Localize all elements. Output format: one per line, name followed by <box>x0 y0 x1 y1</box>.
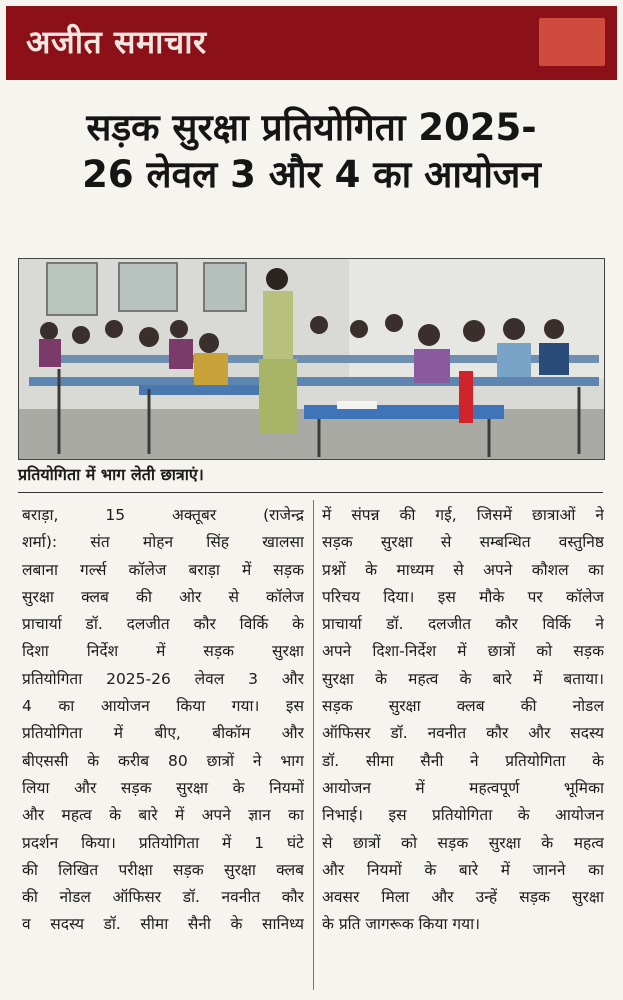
text-line: अपने दिशा-निर्देश में छात्रों को सड़क <box>322 642 604 661</box>
headline-line-2: 26 लेवल 3 और 4 का आयोजन <box>82 153 541 196</box>
text-line: और महत्व के बारे में अपने ज्ञान का <box>22 806 304 825</box>
text-line: सड़क सुरक्षा क्लब की नोडल <box>322 697 604 716</box>
article-column-right <box>322 502 604 939</box>
text-line: सुरक्षा क्लब की ओर से कॉलेज <box>22 587 304 606</box>
text-line: शर्मा): संत मोहन सिंह खालसा <box>22 533 304 552</box>
text-line: व सदस्य डॉ. सीमा सैनी के सानिध्य <box>22 915 304 934</box>
text-line: सड़क सुरक्षा से सम्बन्धित वस्तुनिष्ठ <box>322 533 604 552</box>
text-line: सुरक्षा के महत्व के बारे में बताया। <box>322 669 604 688</box>
text-line: प्रदर्शन किया। प्रतियोगिता में 1 घंटे <box>22 833 304 852</box>
masthead-accent-box <box>539 18 605 66</box>
text-line: की नोडल ऑफिसर डॉ. नवनीत कौर <box>22 888 304 907</box>
text-line: प्रतियोगिता में बीए, बीकॉम और <box>22 724 304 743</box>
photo-caption: प्रतियोगिता में भाग लेती छात्राएं। <box>18 465 204 484</box>
text-line: आयोजन में महत्वपूर्ण भूमिका <box>322 778 604 797</box>
text-line: निभाई। इस प्रतियोगिता के आयोजन <box>322 806 604 825</box>
text-line: ऑफिसर डॉ. नवनीत कौर और सदस्य <box>322 724 604 743</box>
text-line: 4 का आयोजन किया गया। इस <box>22 697 304 716</box>
column-divider <box>313 500 314 990</box>
text-line: की लिखित परीक्षा सड़क सुरक्षा क्लब <box>22 860 304 879</box>
article-column-left <box>22 502 304 939</box>
text-line: से छात्रों को सड़क सुरक्षा के महत्व <box>322 833 604 852</box>
headline-line-1: सड़क सुरक्षा प्रतियोगिता 2025- <box>86 106 537 149</box>
text-line: अवसर मिला और उन्हें सड़क सुरक्षा <box>322 888 604 907</box>
text-line: प्रश्नों के माध्यम से अपने कौशल का <box>322 560 604 579</box>
text-line: और नियमों के बारे में जानने का <box>322 860 604 879</box>
text-line: दिशा निर्देश में सड़क सुरक्षा <box>22 642 304 661</box>
newspaper-name: अजीत समाचार <box>26 23 207 61</box>
text-line: प्राचार्या डॉ. दलजीत कौर विर्कि के <box>22 615 304 634</box>
text-line: प्रतियोगिता 2025-26 लेवल 3 और <box>22 669 304 688</box>
text-line: प्राचार्या डॉ. दलजीत कौर विर्कि ने <box>322 615 604 634</box>
text-line: बीएससी के करीब 80 छात्रों ने भाग <box>22 751 304 770</box>
text-line: डॉ. सीमा सैनी ने प्रतियोगिता के <box>322 751 604 770</box>
text-line: लबाना गर्ल्स कॉलेज बराड़ा में सड़क <box>22 560 304 579</box>
classroom-photo-illustration <box>19 259 604 459</box>
text-line: बराड़ा, 15 अक्तूबर (राजेन्द्र <box>22 506 304 524</box>
text-line: में संपन्न की गई, जिसमें छात्राओं ने <box>322 506 604 524</box>
headline <box>10 104 613 198</box>
text-line: परिचय दिया। इस मौके पर कॉलेज <box>322 587 604 606</box>
article-photo <box>18 258 605 460</box>
text-line: लिया और सड़क सुरक्षा के नियमों <box>22 778 304 797</box>
text-line: के प्रति जागरूक किया गया। <box>322 915 480 934</box>
caption-rule <box>18 492 603 493</box>
masthead <box>6 6 617 80</box>
